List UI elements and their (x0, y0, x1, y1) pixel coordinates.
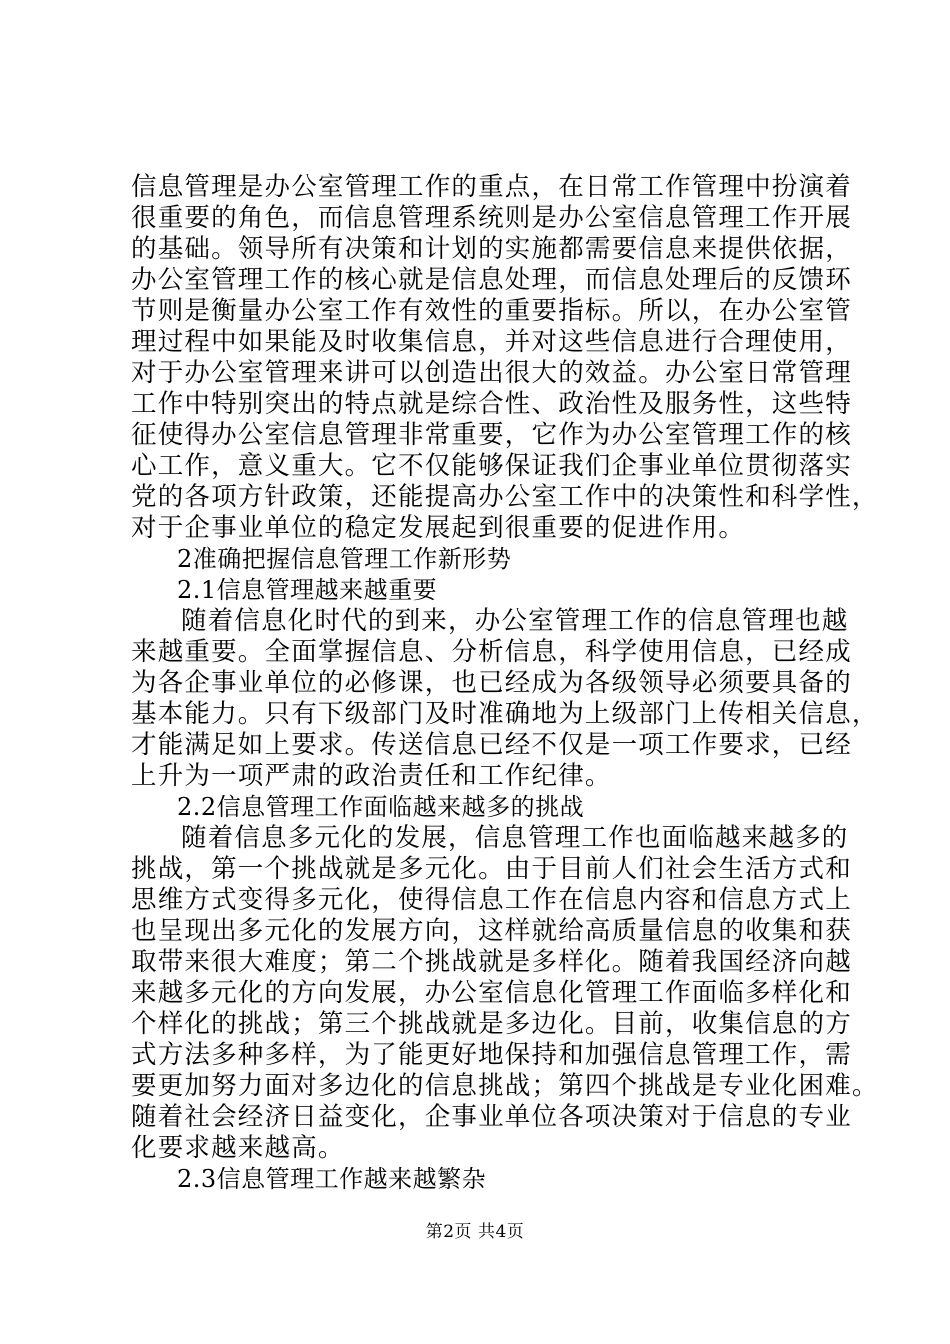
text-line: 化要求越来越高。 (131, 1133, 345, 1163)
text-line: 才能满足如上要求。传送信息已经不仅是一项工作要求，已经 (131, 730, 852, 760)
paragraph-2-1 (131, 606, 879, 792)
text-line: 来越重要。全面掌握信息、分析信息，科学使用信息，已经成 (131, 637, 852, 667)
paragraph-intro (131, 172, 879, 544)
text-line: 个样化的挑战；第三个挑战就是多边化。目前，收集信息的方 (131, 1009, 852, 1039)
text-line: 的基础。领导所有决策和计划的实施都需要信息来提供依据， (131, 234, 852, 264)
text-line: 对于企事业单位的稳定发展起到很重要的促进作用。 (131, 513, 746, 543)
text-line: 办公室管理工作的核心就是信息处理，而信息处理后的反馈环 (131, 265, 852, 295)
text-line: 党的各项方针政策，还能提高办公室工作中的决策性和科学性， (131, 482, 879, 512)
document-body (131, 172, 879, 1195)
text-line: 随着信息多元化的发展，信息管理工作也面临越来越多的 (181, 823, 849, 853)
text-line: 挑战，第一个挑战就是多元化。由于目前人们社会生活方式和 (131, 854, 852, 884)
page-indicator: 第2页 共4页 (425, 1222, 525, 1242)
text-line: 上升为一项严肃的政治责任和工作纪律。 (131, 761, 612, 791)
text-line: 要更加努力面对多边化的信息挑战；第四个挑战是专业化困难。 (131, 1071, 879, 1101)
text-line: 为各企事业单位的必修课，也已经成为各级领导必须要具备的 (131, 668, 852, 698)
section-heading-2-2: 2.2信息管理工作面临越来越多的挑战 (177, 793, 585, 821)
text-line: 征使得办公室信息管理非常重要，它作为办公室管理工作的核 (131, 420, 852, 450)
text-line: 心工作，意义重大。它不仅能够保证我们企事业单位贯彻落实 (131, 451, 852, 481)
text-line: 来越多元化的方向发展，办公室信息化管理工作面临多样化和 (131, 978, 852, 1008)
text-line: 随着社会经济日益变化，企事业单位各项决策对于信息的专业 (131, 1102, 852, 1132)
text-line: 取带来很大难度；第二个挑战就是多样化。随着我国经济向越 (131, 947, 852, 977)
text-line: 信息管理是办公室管理工作的重点，在日常工作管理中扮演着 (131, 172, 852, 202)
text-line: 式方法多种多样，为了能更好地保持和加强信息管理工作，需 (131, 1040, 852, 1070)
section-heading-2-1: 2.1信息管理越来越重要 (177, 576, 438, 604)
text-line: 基本能力。只有下级部门及时准确地为上级部门上传相关信息， (131, 699, 879, 729)
text-line: 很重要的角色，而信息管理系统则是办公室信息管理工作开展 (131, 203, 852, 233)
section-heading-2: 2准确把握信息管理工作新形势 (177, 545, 512, 573)
text-line: 工作中特别突出的特点就是综合性、政治性及服务性，这些特 (131, 389, 852, 419)
paragraph-2-2 (131, 823, 879, 1164)
text-line: 随着信息化时代的到来，办公室管理工作的信息管理也越 (181, 606, 849, 636)
text-line: 节则是衡量办公室工作有效性的重要指标。所以，在办公室管 (131, 296, 852, 326)
text-line: 思维方式变得多元化，使得信息工作在信息内容和信息方式上 (131, 885, 852, 915)
text-line: 理过程中如果能及时收集信息，并对这些信息进行合理使用， (131, 327, 852, 357)
text-line: 也呈现出多元化的发展方向，这样就给高质量信息的收集和获 (131, 916, 852, 946)
page-footer (0, 1217, 950, 1242)
text-line: 对于办公室管理来讲可以创造出很大的效益。办公室日常管理 (131, 358, 852, 388)
section-heading-2-3: 2.3信息管理工作越来越繁杂 (177, 1165, 487, 1193)
